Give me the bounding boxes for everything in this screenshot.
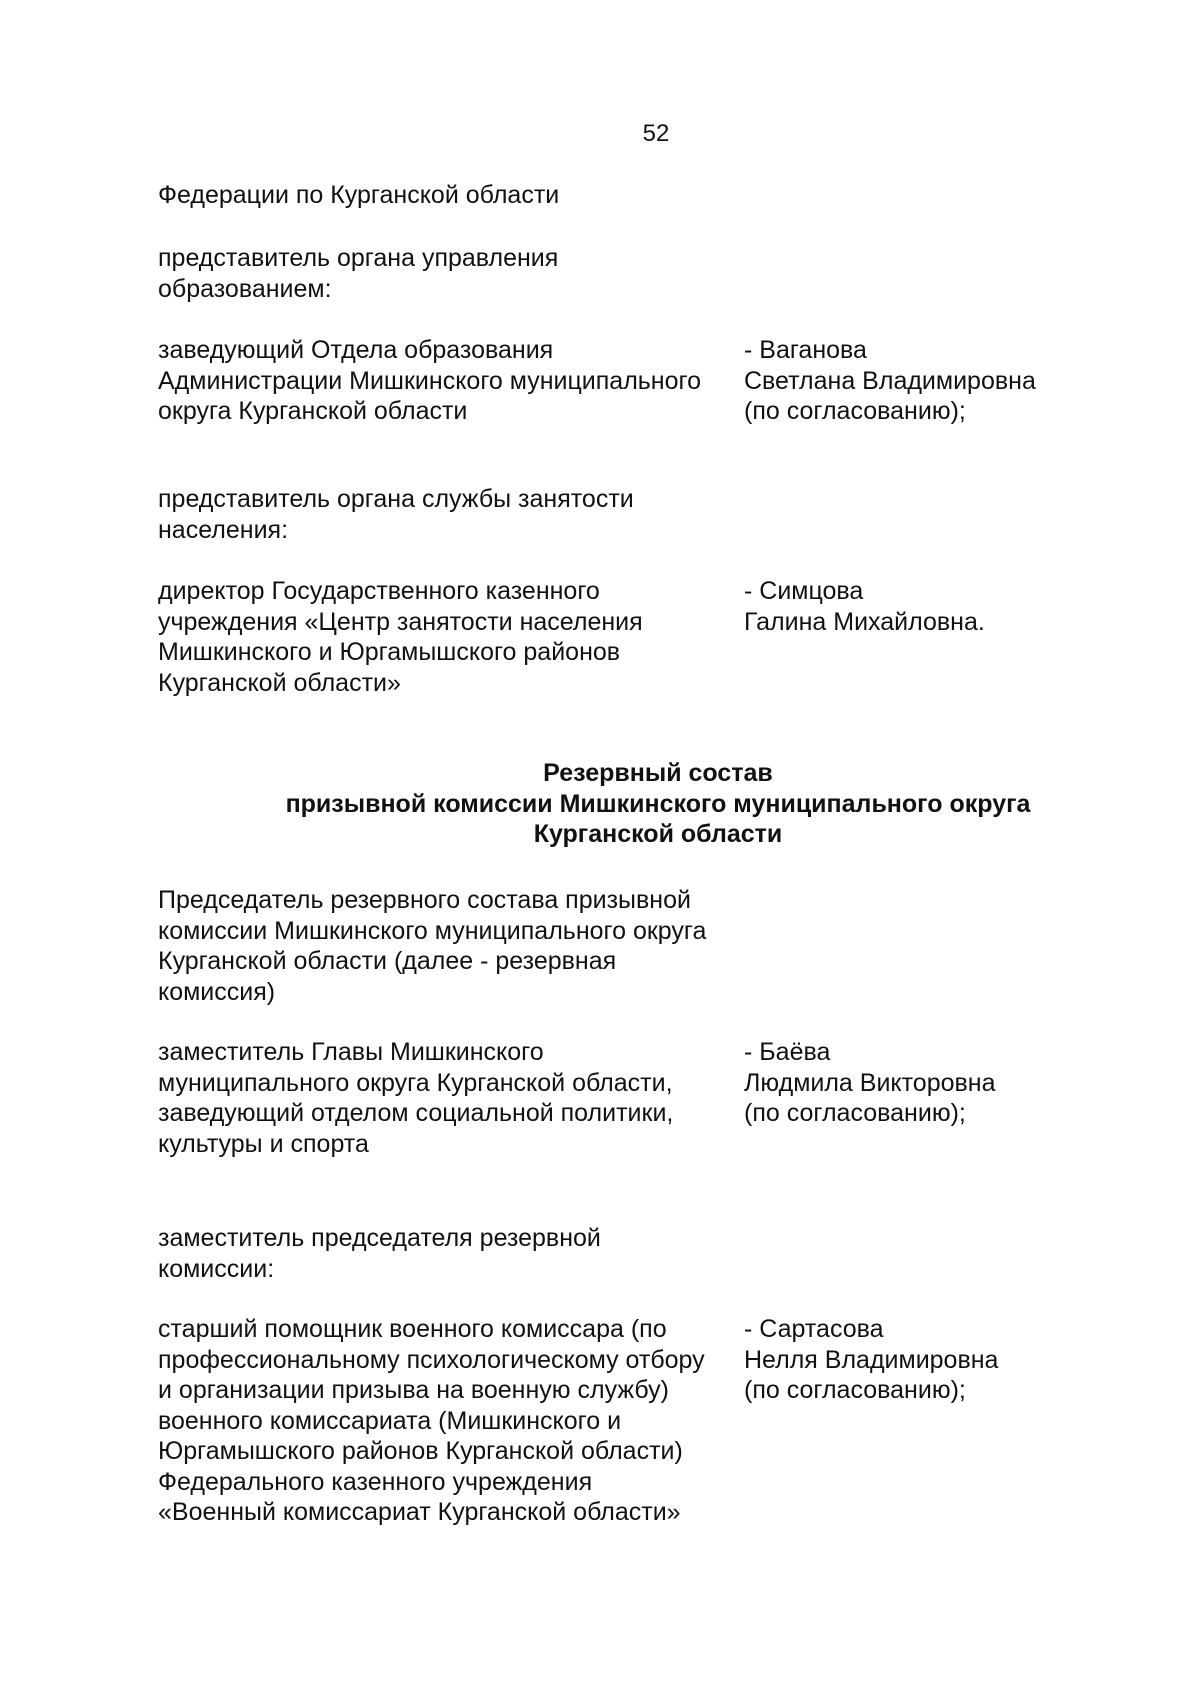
employment-rep-label: представитель органа службы занятости населения: [158,485,634,544]
employment-person: - Симцова Галина Михайловна. [744,577,985,636]
education-rep-label: представитель органа управления образованием: [158,244,559,303]
reserve-deputy-label: заместитель председателя резервной комиссии: [158,1224,601,1283]
reserve-heading: Резервный состав призывной комиссии Мишкинского муниципального округа Курганской области [285,759,1031,848]
reserve-chairman-position: заместитель Главы Мишкинского муниципального округа Курганской области, заведующий отделом социальной политики, культуры и спорта [158,1038,674,1158]
reserve-deputy-position: старший помощник военного комиссара (по профессиональному психологическому отбору и организации призыва на военную службу) военного комиссариата (Мишкинского и Юргамышского районов Курганской области) Федерального казенного учреждения «Военный комиссариат Курганской области» [158,1315,705,1526]
employment-position: директор Государственного казенного учреждения «Центр занятости населения Мишкинского и Юргамышского районов Курганской области» [158,577,643,697]
education-position: заведующий Отдела образования Администрации Мишкинского муниципального округа Курганской области [158,336,701,425]
reserve-deputy-person: - Сартасова Нелля Владимировна (по согласованию); [744,1315,999,1404]
reserve-chairman-person: - Баёва Людмила Викторовна (по согласованию); [744,1038,996,1127]
reserve-chairman-label: Председатель резервного состава призывной комиссии Мишкинского муниципального округа Курганской области (далее - резервная комиссия) [158,886,707,1006]
education-person: - Ваганова Светлана Владимировна (по согласованию); [744,336,1036,425]
continuation-line: Федерации по Курганской области [158,181,560,209]
page-number: 52 [642,120,670,147]
